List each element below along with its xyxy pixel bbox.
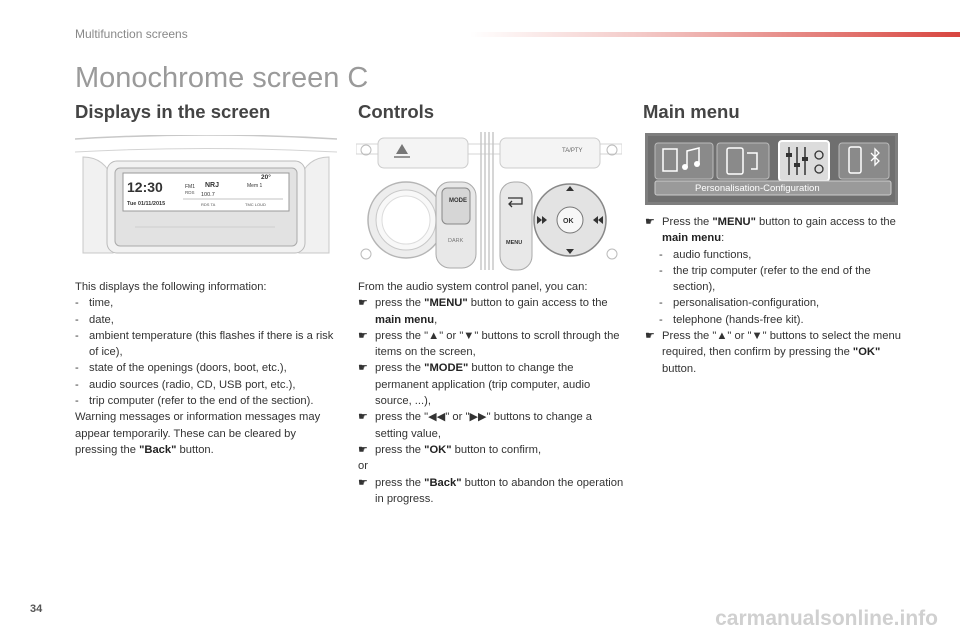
fast-forward-icon: ▶▶ xyxy=(469,411,487,424)
display-temperature: 20° xyxy=(261,174,271,181)
up-arrow-icon: ▲ xyxy=(716,330,728,343)
header-accent-bar xyxy=(470,32,960,37)
menu-button-label: MENU xyxy=(506,240,523,246)
ta-pty-label: TA/PTY xyxy=(562,148,583,154)
display-date: Tue 01/11/2015 xyxy=(127,201,166,207)
page-number: 34 xyxy=(30,603,43,615)
display-band: FM1 xyxy=(185,184,195,190)
display-frequency: 100.7 xyxy=(201,192,215,198)
or-text: or xyxy=(358,460,368,473)
list-item: - trip computer (refer to the end of the section). xyxy=(75,395,314,408)
list-item: ☛ press the "MODE" button to change the permanent application (trip computer, audio source, ...), xyxy=(358,362,591,408)
list-item: ☛ press the "Back" button to abandon the operation in progress. xyxy=(358,476,624,505)
list-item: ☛ press the "OK" button to confirm, xyxy=(358,443,542,456)
display-time: 12:30 xyxy=(127,179,163,195)
warning-note: Warning messages or information messages may appear temporarily. These can be cleared by pressing the "Back" button. xyxy=(75,411,321,456)
dashboard-display-illustration xyxy=(75,135,337,260)
telephone-icon xyxy=(839,143,889,179)
display-tmc: TMC LOUD xyxy=(245,202,266,207)
running-head: Multifunction screens xyxy=(75,27,188,41)
display-rds: RDS TA xyxy=(201,202,216,207)
mode-button-label: MODE xyxy=(449,198,467,204)
display-station: NRJ xyxy=(205,182,220,189)
main-menu-text xyxy=(645,214,903,377)
controls-heading: Controls xyxy=(358,101,435,122)
controls-text xyxy=(358,279,624,507)
menu-screen-label: Personalisation-Configuration xyxy=(695,183,820,194)
down-arrow-icon: ▼ xyxy=(751,330,763,343)
list-item: ☛ press the "MENU" button to gain access to the main menu, xyxy=(358,297,608,326)
list-item: - audio sources (radio, CD, USB port, etc.), xyxy=(75,378,296,391)
watermark: carmanualsonline.info xyxy=(715,607,938,630)
list-item: ☛ Press the "▲" or "▼" buttons to select the menu required, then confirm by pressing the "OK" button. xyxy=(645,330,901,375)
list-item: ☛ press the "▲" or "▼" buttons to scroll through the items on the screen, xyxy=(358,329,620,359)
list-item: - date, xyxy=(75,313,114,326)
list-item: - the trip computer (refer to the end of the section), xyxy=(659,264,871,294)
displays-heading: Displays in the screen xyxy=(75,101,271,122)
main-menu-heading: Main menu xyxy=(643,101,740,122)
display-sub: RDS xyxy=(185,190,195,195)
down-arrow-icon: ▼ xyxy=(463,329,475,342)
controls-intro: From the audio system control panel, you can: xyxy=(358,281,588,293)
list-item: - telephone (hands-free kit). xyxy=(659,313,804,326)
list-item: - ambient temperature (this flashes if there is a risk of ice), xyxy=(75,329,334,359)
control-panel-illustration xyxy=(356,130,622,272)
ok-button-label: OK xyxy=(563,218,574,225)
list-item: - state of the openings (doors, boot, etc.), xyxy=(75,362,287,375)
displays-intro: This displays the following information: xyxy=(75,281,267,293)
list-item: - time, xyxy=(75,297,114,310)
display-preset: Mem 1 xyxy=(247,183,263,189)
page-title: Monochrome screen C xyxy=(75,62,369,94)
up-arrow-icon: ▲ xyxy=(428,329,440,342)
list-item: - personalisation-configuration, xyxy=(659,297,820,310)
list-item: ☛ Press the "MENU" button to gain access to the main menu: xyxy=(645,216,896,245)
dark-button-label: DARK xyxy=(448,238,464,244)
list-item: ☛ press the "◀◀" or "▶▶" buttons to change a setting value, xyxy=(358,411,593,440)
main-menu-screen-illustration xyxy=(645,133,898,205)
rewind-icon: ◀◀ xyxy=(428,411,446,424)
displays-text xyxy=(75,279,337,458)
list-item: - audio functions, xyxy=(659,248,752,261)
